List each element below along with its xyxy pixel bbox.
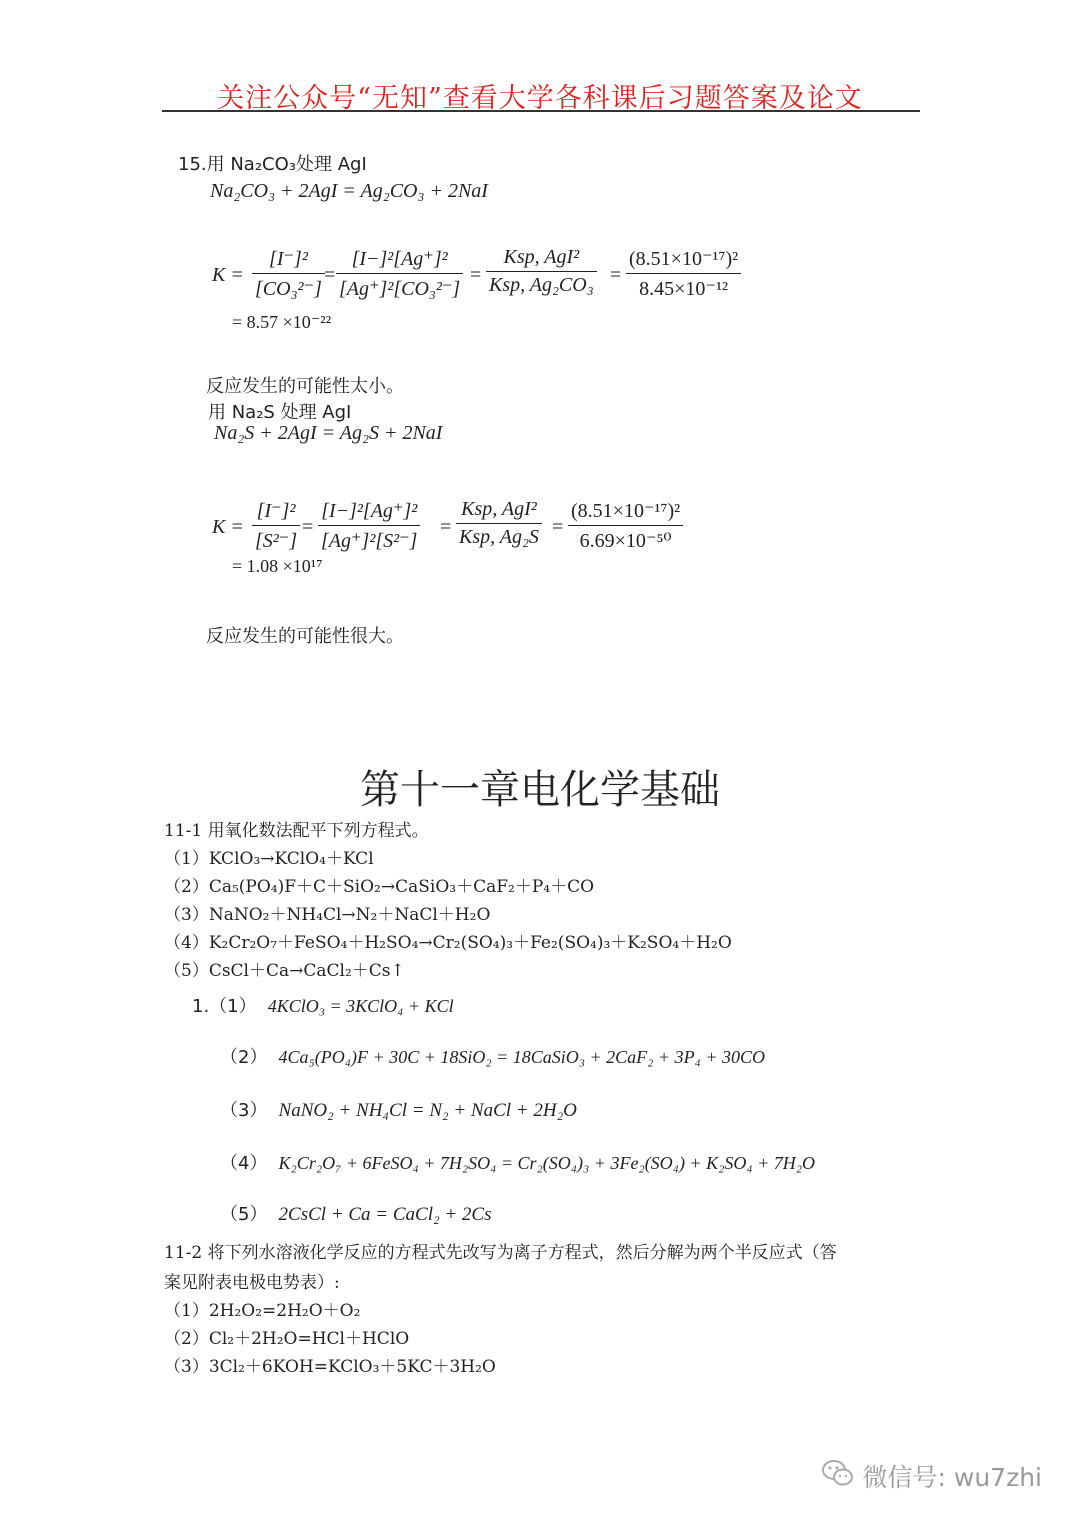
conclusion-2: 反应发生的可能性很大。 (206, 626, 404, 647)
answer-label: （5） (220, 1204, 268, 1225)
fraction-numerator: [I−]²[Ag⁺]² (351, 248, 448, 270)
fraction-numerator: Ksp, AgI² (461, 498, 537, 520)
problem15-equation-1: Na₂CO₃ + 2AgI = Ag₂CO₃ + 2NaI (210, 180, 488, 202)
chapter-title: 第十一章电化学基础 (360, 767, 720, 813)
fraction-numerator: [I⁻]² (256, 500, 296, 522)
answer-5 (220, 1200, 492, 1226)
fraction-4 (568, 498, 683, 553)
answer-label: 1.（1） (192, 996, 257, 1017)
fraction-denominator: 6.69×10⁻⁵⁰ (568, 525, 683, 553)
answer-1 (192, 992, 454, 1018)
equals-sign: = (552, 516, 564, 538)
fraction-1 (252, 246, 325, 301)
fraction-denominator: Ksp, Ag₂S (456, 523, 542, 549)
fraction-4 (626, 246, 741, 301)
k-result-1: = 8.57 ×10⁻²² (232, 312, 332, 332)
answer-label: （3） (220, 1100, 268, 1121)
wechat-icon (821, 1458, 855, 1494)
problem11-1-item-4: （4）K₂Cr₂O₇＋FeSO₄＋H₂SO₄→Cr₂(SO₄)₃＋Fe₂(SO₄)₃＋K₂SO₄＋H₂O (164, 933, 732, 953)
k-lhs: K = (212, 264, 244, 286)
fraction-numerator: [I⁻]² (269, 248, 308, 270)
fraction-denominator: [CO₃²⁻] (252, 273, 325, 301)
fraction-3 (456, 498, 542, 549)
answer-2 (220, 1043, 765, 1069)
answer-equation: 4Ca₅(PO₄)F + 30C + 18SiO₂ = 18CaSiO₃ + 2CaF₂ + 3P₄ + 30CO (278, 1047, 765, 1067)
answer-equation: K₂Cr₂O₇ + 6FeSO₄ + 7H₂SO₄ = Cr₂(SO₄)₃ + 3Fe₂(SO₄) + K₂SO₄ + 7H₂O (278, 1153, 816, 1173)
answer-3 (220, 1096, 577, 1122)
equals-sign: = (324, 264, 336, 286)
watermark-text: 微信号: wu7zhi (862, 1463, 1042, 1492)
fraction-2 (318, 498, 420, 553)
fraction-numerator: Ksp, AgI² (503, 246, 580, 268)
conclusion-1: 反应发生的可能性太小。 (206, 376, 404, 397)
problem11-2-item-1: （1）2H₂O₂=2H₂O＋O₂ (164, 1301, 361, 1321)
equals-sign: = (440, 516, 452, 538)
fraction-denominator: 8.45×10⁻¹² (626, 273, 741, 301)
problem15-title: 15.用 Na₂CO₃处理 AgI (178, 154, 367, 175)
fraction-denominator: [Ag⁺]²[CO₃²⁻] (336, 273, 463, 301)
fraction-denominator: [Ag⁺]²[S²⁻] (318, 525, 420, 553)
k-expression-1 (212, 246, 772, 316)
problem15-equation-2: Na₂S + 2AgI = Ag₂S + 2NaI (214, 422, 443, 444)
problem11-1-item-3: （3）NaNO₂＋NH₄Cl→N₂＋NaCl＋H₂O (164, 905, 491, 925)
header-divider (162, 110, 920, 112)
problem11-1-title: 11-1 用氧化数法配平下列方程式。 (164, 821, 429, 841)
k-result-2: = 1.08 ×10¹⁷ (232, 556, 323, 576)
answer-equation: NaNO₂ + NH₄Cl = N₂ + NaCl + 2H₂O (278, 1100, 577, 1121)
fraction-denominator: Ksp, Ag₂CO₃ (486, 271, 597, 297)
problem11-2-title-line-2: 案见附表电极电势表）: (164, 1273, 340, 1293)
wechat-watermark (821, 1458, 1042, 1494)
equals-sign: = (470, 264, 482, 286)
fraction-numerator: (8.51×10⁻¹⁷)² (629, 248, 739, 270)
fraction-numerator: [I−]²[Ag⁺]² (321, 500, 418, 522)
problem11-1-item-1: （1）KClO₃→KClO₄＋KCl (164, 849, 374, 869)
k-lhs: K = (212, 516, 244, 538)
answer-label: （4） (220, 1153, 268, 1174)
problem11-2-item-2: （2）Cl₂＋2H₂O=HCl＋HClO (164, 1329, 410, 1349)
answer-4 (220, 1149, 815, 1175)
fraction-2 (336, 246, 463, 301)
equals-sign: = (610, 264, 622, 286)
problem11-2-item-3: （3）3Cl₂＋6KOH=KClO₃＋5KC＋3H₂O (164, 1357, 496, 1377)
fraction-denominator: [S²⁻] (252, 525, 300, 553)
equals-sign: = (302, 516, 314, 538)
fraction-3 (486, 246, 597, 297)
problem15-title-2: 用 Na₂S 处理 AgI (208, 402, 352, 423)
fraction-numerator: (8.51×10⁻¹⁷)² (571, 500, 681, 522)
problem11-2-title-line-1: 11-2 将下列水溶液化学反应的方程式先改写为离子方程式，然后分解为两个半反应式（答 (164, 1243, 837, 1263)
answer-equation: 2CsCl + Ca = CaCl₂ + 2Cs (278, 1204, 492, 1225)
fraction-1 (252, 498, 300, 553)
problem11-1-item-5: （5）CsCl＋Ca→CaCl₂＋Cs↑ (164, 961, 405, 981)
page-header: 关注公众号“无知”查看大学各科课后习题答案及论文 (217, 83, 863, 114)
problem11-1-item-2: （2）Ca₅(PO₄)F＋C＋SiO₂→CaSiO₃＋CaF₂＋P₄＋CO (164, 877, 595, 897)
answer-label: （2） (220, 1047, 268, 1068)
answer-equation: 4KClO₃ = 3KClO₄ + KCl (267, 996, 454, 1016)
